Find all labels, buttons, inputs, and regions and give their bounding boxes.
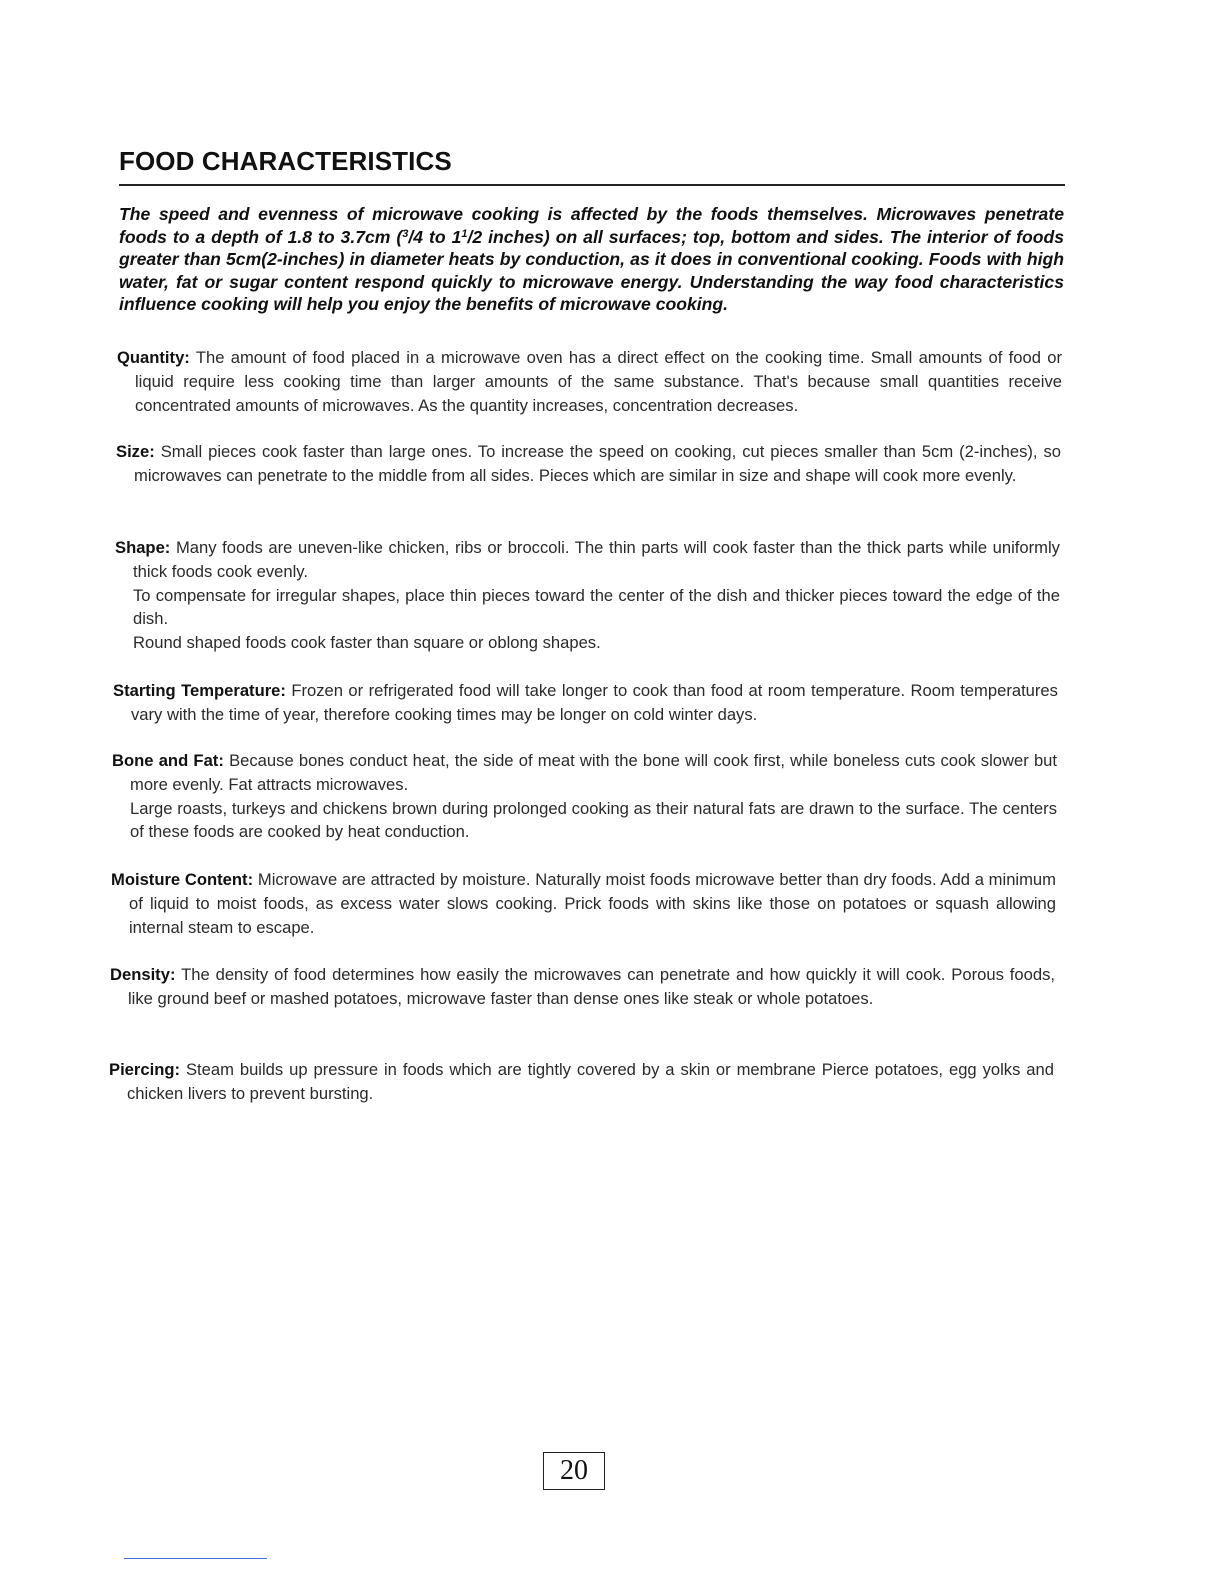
section-paragraph <box>116 440 1061 488</box>
section-text: Microwave are attracted by moisture. Naturally moist foods microwave better than dry foods. Add a minimum of liquid to moist foods, as excess water slows cooking. Prick foods with skins like those on potatoes or squash allowing internal steam to escape. <box>129 870 1056 937</box>
section-label: Density: <box>110 965 176 984</box>
title-divider <box>119 184 1065 186</box>
section-text: Frozen or refrigerated food will take longer to cook than food at room temperature. Room temperatures vary with the time of year, therefore cooking times may be longer on cold winter days. <box>131 681 1058 724</box>
section-size <box>116 440 1061 488</box>
section-paragraph-continued: To compensate for irregular shapes, place thin pieces toward the center of the dish and thicker pieces toward the edge of the dish. <box>133 585 1060 629</box>
fraction-numerator: 3 <box>402 227 409 240</box>
section-label: Bone and Fat: <box>112 751 224 770</box>
section-label: Piercing: <box>109 1060 181 1079</box>
section-paragraph <box>113 679 1058 727</box>
section-piercing <box>109 1058 1054 1106</box>
section-paragraph <box>110 963 1055 1011</box>
section-moisture-content <box>111 868 1056 939</box>
intro-text-part2: to 1 <box>423 226 462 247</box>
section-starting-temperature <box>113 679 1058 727</box>
section-label: Size: <box>116 442 155 461</box>
section-density <box>110 963 1055 1011</box>
section-label: Starting Temperature: <box>113 681 286 700</box>
page-title: FOOD CHARACTERISTICS <box>119 146 452 176</box>
section-paragraph <box>112 749 1057 797</box>
section-quantity <box>117 346 1062 417</box>
section-bone-and-fat <box>112 749 1057 844</box>
section-text: The amount of food placed in a microwave oven has a direct effect on the cooking time. Small amounts of food or liquid require less cooking time than larger amounts of the same substance. That's because small quantities receive concentrated amounts of microwaves. As the quantity increases, concentration decreases. <box>135 348 1063 415</box>
page-number: 20 <box>543 1452 605 1490</box>
section-paragraph <box>109 1058 1054 1106</box>
section-paragraph <box>111 868 1056 939</box>
section-paragraph-continued: Large roasts, turkeys and chickens brown during prolonged cooking as their natural fats are drawn to the surface. The centers of these foods are cooked by heat conduction. <box>130 798 1057 842</box>
section-text: Because bones conduct heat, the side of meat with the bone will cook first, while boneless cuts cook slower but more evenly. Fat attracts microwaves. <box>130 751 1058 794</box>
fraction-numerator: 1 <box>461 227 468 240</box>
fraction-denominator: /2 <box>467 226 483 247</box>
section-paragraph <box>117 346 1062 417</box>
fraction-denominator: /4 <box>408 226 424 247</box>
footer-divider <box>124 1558 267 1559</box>
section-text: Steam builds up pressure in foods which are tightly covered by a skin or membrane Pierce potatoes, egg yolks and chicken livers to prevent bursting. <box>127 1060 1054 1103</box>
section-paragraph-continued: Round shaped foods cook faster than square or oblong shapes. <box>133 633 601 653</box>
section-paragraph <box>115 536 1060 584</box>
section-shape <box>115 536 1060 655</box>
section-label: Quantity: <box>117 348 190 367</box>
intro-paragraph <box>119 203 1064 316</box>
section-label: Shape: <box>115 538 171 557</box>
section-text: Many foods are uneven-like chicken, ribs or broccoli. The thin parts will cook faster than the thick parts while uniformly thick foods cook evenly. <box>133 538 1060 581</box>
intro-text-part1: The speed and evenness of microwave cooking is affected by the foods themselves. Microwaves penetrate foods to a depth of 1.8 to 3.7cm ( <box>119 204 1064 247</box>
section-label: Moisture Content: <box>111 870 254 889</box>
section-text: The density of food determines how easily the microwaves can penetrate and how quickly it will cook. Porous foods, like ground beef or mashed potatoes, microwave faster than dense ones like steak or whole potatoes. <box>128 965 1056 1008</box>
section-text: Small pieces cook faster than large ones. To increase the speed on cooking, cut pieces smaller than 5cm (2-inches), so microwaves can penetrate to the middle from all sides. Pieces which are similar in size and shape will cook more evenly. <box>134 442 1061 485</box>
intro-text-part3: inches) on all surfaces; top, bottom and sides. The interior of foods greater than 5cm(2-inches) in diameter heats by conduction, as it does in conventional cooking. Foods with high water, fat or sugar content respond quickly to microwave energy. Understanding the way food characteristics influence cooking will help you enjoy the benefits of microwave cooking. <box>119 226 1064 315</box>
